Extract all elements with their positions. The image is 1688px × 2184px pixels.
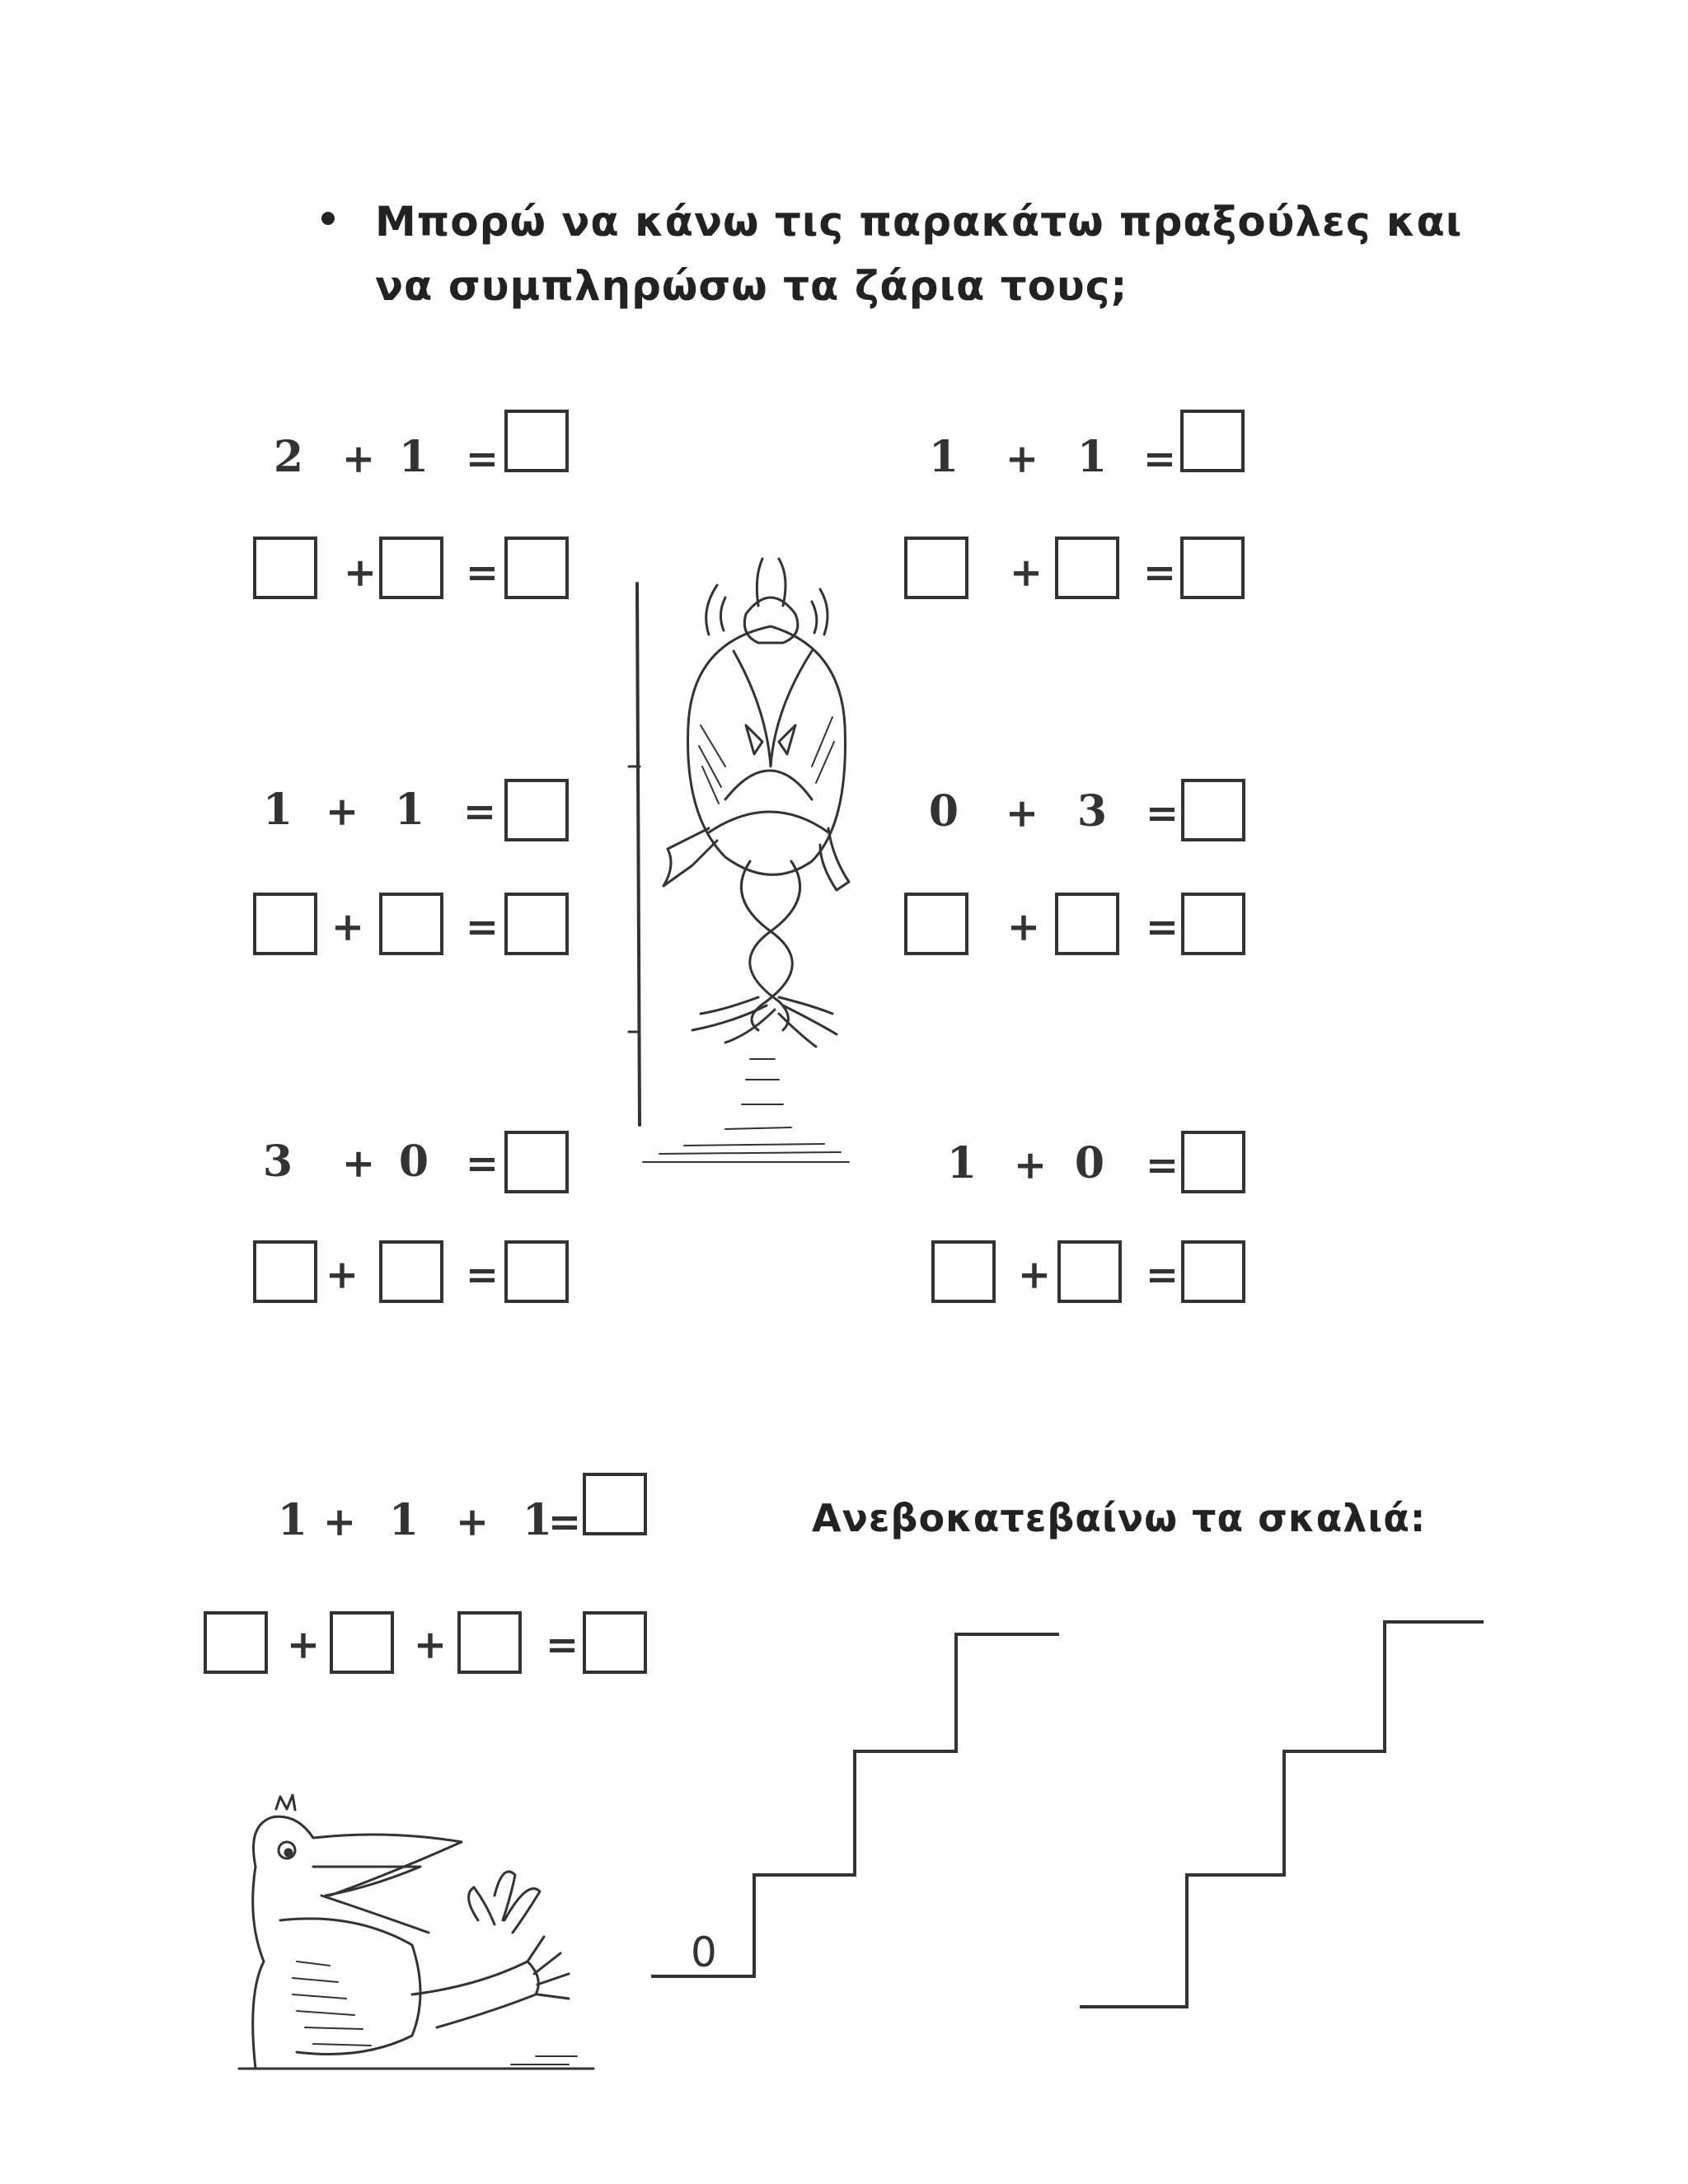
- operand-b: 0: [1074, 1138, 1105, 1188]
- plus-sign: +: [413, 1622, 448, 1668]
- plus-sign: +: [1006, 904, 1041, 950]
- plus-sign: +: [325, 1252, 359, 1298]
- stairs-start-label: 0: [691, 1929, 717, 1976]
- equals-sign: =: [465, 904, 499, 950]
- operand-a: 3: [262, 1137, 293, 1187]
- equals-sign: =: [547, 1499, 582, 1545]
- equals-sign: =: [1145, 904, 1179, 950]
- plus-sign: +: [341, 1141, 376, 1187]
- plus-sign: +: [1005, 436, 1039, 482]
- equals-sign: =: [545, 1622, 579, 1668]
- plus-sign: +: [331, 904, 365, 950]
- instructions-line-1: Μπορώ να κάνω τις παρακάτω πραξούλες και: [375, 198, 1463, 246]
- plus-sign: +: [1013, 1142, 1048, 1188]
- equals-sign: =: [465, 436, 499, 482]
- equals-sign: =: [1142, 550, 1177, 596]
- operand-c: 1: [522, 1495, 553, 1545]
- equals-sign: =: [1145, 1252, 1179, 1298]
- equals-sign: =: [1145, 790, 1179, 837]
- plus-sign: +: [343, 550, 377, 596]
- operand-a: 2: [273, 432, 304, 482]
- operand-b: 1: [398, 432, 429, 482]
- plus-sign: +: [325, 789, 359, 835]
- equals-sign: =: [462, 789, 497, 835]
- staircase-left: [651, 1634, 1059, 1976]
- operand-a: 1: [946, 1138, 978, 1188]
- operand-b: 0: [398, 1137, 429, 1187]
- equals-sign: =: [465, 1141, 499, 1187]
- plus-sign: +: [1009, 550, 1043, 596]
- plus-sign: +: [1017, 1252, 1052, 1298]
- plus-sign: +: [341, 436, 376, 482]
- equals-sign: =: [465, 1252, 499, 1298]
- operand-b: 3: [1076, 786, 1108, 837]
- crow-character-icon: [239, 1795, 593, 2069]
- operand-b: 1: [394, 785, 425, 835]
- instructions-line-2: να συμπληρώσω τα ζάρια τους;: [375, 262, 1128, 310]
- plus-sign: +: [455, 1499, 490, 1545]
- operand-b: 1: [1076, 432, 1108, 482]
- equals-sign: =: [1145, 1142, 1179, 1188]
- equals-sign: =: [1142, 436, 1177, 482]
- plus-sign: +: [286, 1622, 321, 1668]
- equals-sign: =: [465, 550, 499, 596]
- operand-a: 1: [928, 432, 959, 482]
- operand-b: 1: [388, 1495, 420, 1545]
- operand-a: 1: [262, 785, 293, 835]
- operand-a: 1: [277, 1495, 308, 1545]
- plus-sign: +: [322, 1499, 357, 1545]
- operand-a: 0: [928, 786, 959, 837]
- staircase-right: [1080, 1622, 1484, 2007]
- frog-character-icon: [629, 559, 849, 1162]
- stairs-title: Ανεβοκατεβαίνω τα σκαλιά:: [812, 1496, 1427, 1540]
- plus-sign: +: [1005, 790, 1039, 837]
